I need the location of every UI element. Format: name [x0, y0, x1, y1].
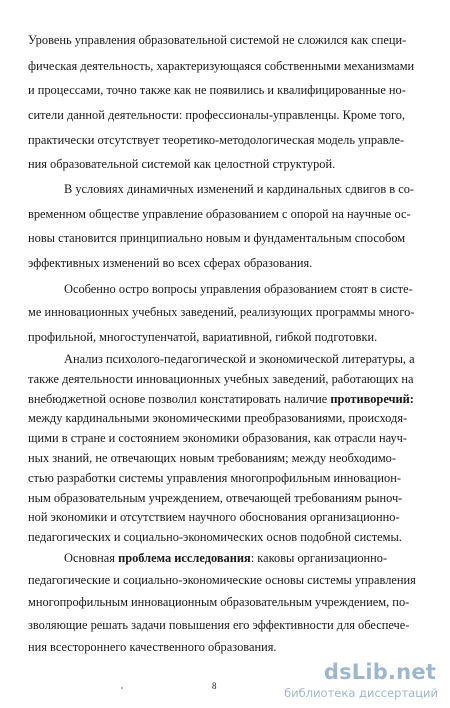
text-line [28, 640, 277, 654]
text-span: В условиях динамичных изменений и кардинальных сдвигов в со- [64, 182, 415, 196]
emphasis-text: противоречий: [330, 392, 414, 406]
text-span: педагогические и социально-экономические основы системы управления [28, 573, 416, 587]
text-line [28, 411, 407, 425]
text-span: щими в стране и состоянием экономики образования, как отрасли науч- [28, 431, 407, 445]
watermark-subtitle: библиотека диссертаций [284, 686, 438, 700]
page-number: 8 [212, 681, 217, 691]
text-line [28, 108, 405, 122]
text-line [28, 392, 414, 406]
text-line [28, 133, 404, 147]
text-span: практически отсутствует теоретико-методологическая модель управле- [28, 133, 405, 147]
text-span: педагогических и социально-экономических основ подобной системы. [28, 530, 402, 544]
text-span: и процессами, точно также как не появились и квалифицированные но- [28, 83, 406, 97]
text-span: ния образовательной системой как целостной структурой. [28, 157, 336, 171]
text-span: профильной, многоступенчатой, вариативной, гибкой подготовки. [28, 330, 378, 344]
text-line [28, 491, 402, 505]
text-span: Основная [64, 551, 119, 565]
text-line [64, 551, 387, 565]
text-span: фическая деятельность, характеризующаяся собственными механизмами [28, 59, 415, 73]
text-line [28, 231, 405, 245]
text-span: Уровень управления образовательной системой не сложился как специ- [28, 33, 407, 47]
text-span: ме инновационных учебных заведений, реализующих программы много- [28, 305, 415, 319]
text-line [28, 510, 400, 524]
text-line [28, 530, 402, 544]
text-span: ной экономики и отсутствием научного обоснования организационно- [28, 510, 400, 524]
text-line [28, 330, 377, 344]
text-line [64, 352, 415, 366]
scan-speck [121, 687, 123, 689]
text-line [28, 33, 406, 47]
text-line [28, 305, 414, 319]
text-line [28, 83, 406, 97]
text-line [28, 372, 414, 386]
text-span: также деятельности инновационных учебных заведений, работающих на [28, 372, 414, 386]
text-line [28, 207, 411, 221]
emphasis-text: проблема исследования [118, 551, 251, 565]
text-span: стью разработки системы управления многопрофильным инновацион- [28, 471, 401, 485]
text-span: временном обществе управление образованием с опорой на научные ос- [28, 207, 411, 221]
text-line [28, 157, 335, 171]
text-line [28, 595, 409, 609]
text-span: новы становится принципиально новым и фундаментальным способом [28, 231, 406, 245]
text-span: между кардинальными экономическими преобразованиями, происходя- [28, 411, 408, 425]
text-line [28, 256, 312, 270]
text-line [28, 471, 401, 485]
text-span: : каковы организационно- [250, 551, 388, 565]
text-line [28, 618, 409, 632]
text-span: Особенно остро вопросы управления образованием стоят в систе- [64, 282, 413, 296]
text-line [28, 451, 396, 465]
text-span: ным образовательным учреждением, отвечающей требованиям рыноч- [28, 491, 403, 505]
text-line [28, 59, 414, 73]
text-line [64, 182, 414, 196]
text-span: внебюджетной основе позволил констатировать наличие [28, 392, 331, 406]
text-line [28, 573, 416, 587]
text-span: зволяющие решать задачи повышения его эффективности для обеспече- [28, 618, 410, 632]
watermark [272, 660, 442, 704]
text-span: эффективных изменений во всех сферах образования. [28, 256, 313, 270]
text-line [64, 282, 413, 296]
text-span: ния всестороннего качественного образования. [28, 640, 277, 654]
watermark-logo: dsLib.net [323, 660, 436, 684]
text-span: Анализ психолого-педагогической и экономической литературы, а [64, 352, 415, 366]
text-span: сители данной деятельности: профессионалы-управленцы. Кроме того, [28, 108, 406, 122]
text-line [28, 431, 407, 445]
text-span: многопрофильным инновационным образовательным учреждением, по- [28, 595, 410, 609]
text-span: ных знаний, не отвечающих новым требованиям; между необходимо- [28, 451, 397, 465]
